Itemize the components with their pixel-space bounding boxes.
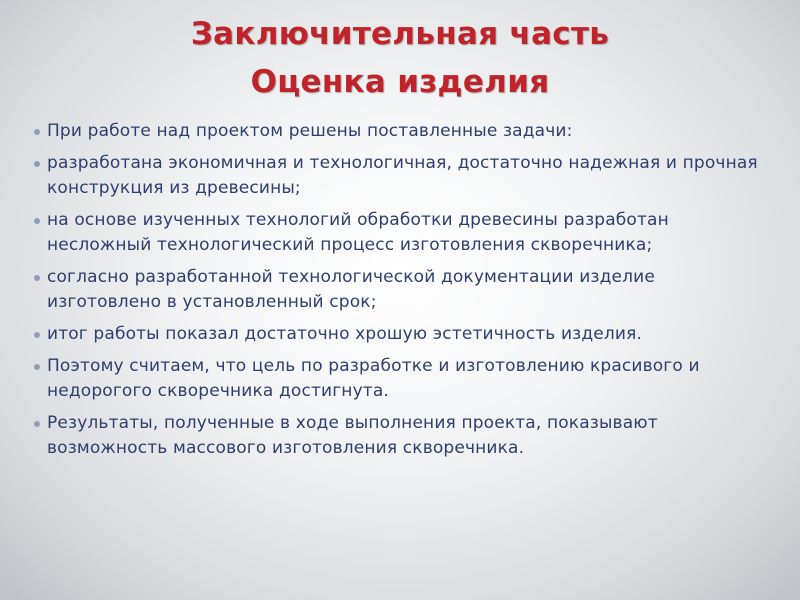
- bullet-list: [34, 119, 774, 468]
- bullet-text: разработана экономичная и технологичная, достаточно надежная и прочная конструкция из древесины;: [47, 153, 758, 198]
- slide-title: [0, 10, 800, 106]
- bullet-item: [34, 151, 774, 201]
- bullet-item: [34, 119, 774, 144]
- bullet-dot-icon: [34, 421, 40, 427]
- bullet-text: на основе изученных технологий обработки древесины разработан несложный технологический процесс изготовления скворечника;: [47, 210, 669, 255]
- bullet-dot-icon: [34, 161, 40, 167]
- bullet-text: Поэтому считаем, что цель по разработке и изготовлению красивого и недорогого скворечника достигнута.: [47, 356, 700, 401]
- bullet-dot-icon: [34, 332, 40, 338]
- title-line-2: Оценка изделия: [250, 64, 550, 100]
- bullet-text: согласно разработанной технологической документации изделие изготовлено в установленный срок;: [47, 267, 655, 312]
- bullet-text: Результаты, полученные в ходе выполнения проекта, показывают возможность массового изготовления скворечника.: [47, 413, 658, 458]
- title-line-1: Заключительная часть: [190, 16, 610, 52]
- bullet-dot-icon: [34, 218, 40, 224]
- bullet-item: [34, 265, 774, 315]
- bullet-item: [34, 354, 774, 404]
- bullet-text: При работе над проектом решены поставленные задачи:: [47, 121, 573, 141]
- bullet-dot-icon: [34, 364, 40, 370]
- bullet-dot-icon: [34, 129, 40, 135]
- bullet-item: [34, 322, 774, 347]
- bullet-dot-icon: [34, 275, 40, 281]
- bullet-item: [34, 208, 774, 258]
- bullet-text: итог работы показал достаточно хрошую эстетичность изделия.: [47, 324, 643, 344]
- bullet-item: [34, 411, 774, 461]
